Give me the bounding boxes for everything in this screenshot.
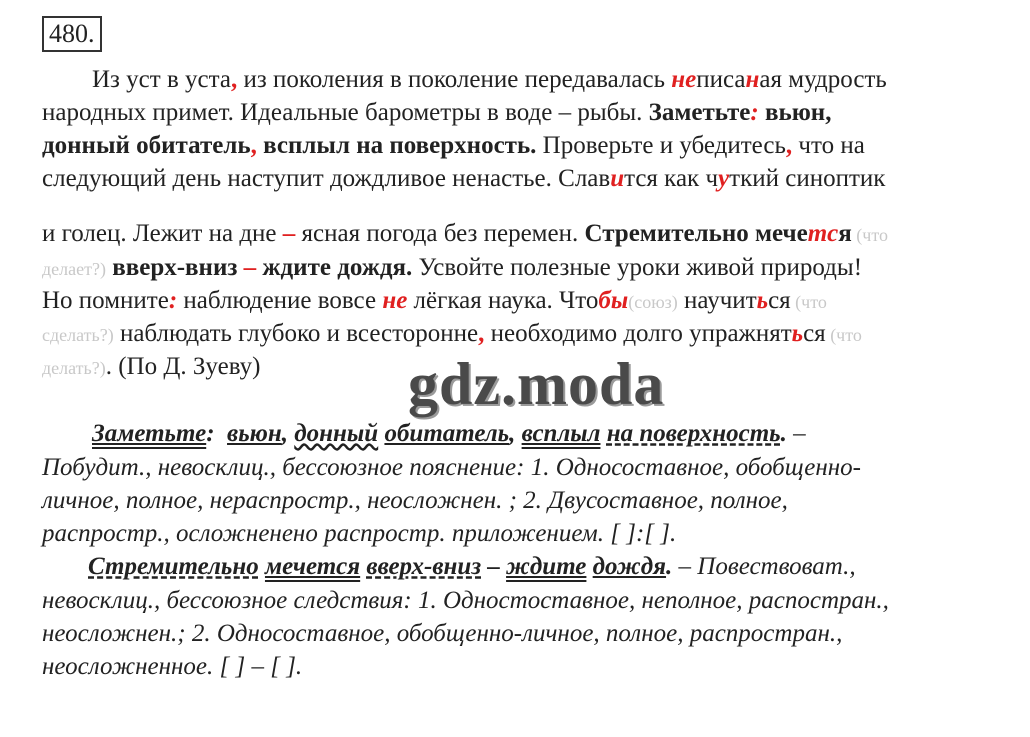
text-line-6: делает?) вверх-вниз – ждите дождя. Усвойте полезные уроки живой природы! (42, 254, 863, 281)
analysis-line-1: Заметьте: вьюн, донный обитатель, всплыл на поверхность. – (92, 420, 806, 447)
analysis-line-8: неосложненное. [ ] – [ ]. (42, 653, 303, 680)
text-line-7: Но помните: наблюдение вовсе не лёгкая наука. Чтобы(союз) научиться (что (42, 287, 827, 314)
text-line-5: и голец. Лежит на дне – ясная погода без перемен. Стремительно мечется (что (42, 220, 888, 247)
analysis-line-7: неосложнен.; 2. Односоставное, обобщенно-личное, полное, распростран., (42, 620, 843, 647)
text-line-2: народных примет. Идеальные барометры в воде – рыбы. Заметьте: вьюн, (42, 99, 832, 126)
exercise-number: 480. (42, 16, 102, 52)
analysis-line-2: Побудит., невосклиц., бессоюзное пояснение: 1. Односоставное, обобщенно- (42, 454, 861, 481)
watermark-logo: gdz.moda (408, 351, 665, 417)
text-line-4: следующий день наступит дождливое ненастье. Славится как чуткий синоптик (42, 165, 886, 192)
text-line-3: донный обитатель, всплыл на поверхность. Проверьте и убедитесь, что на (42, 132, 865, 159)
text-line-8: сделать?) наблюдать глубоко и всесторонне, необходимо долго упражняться (что (42, 320, 862, 347)
text-line-9: делать?). (По Д. Зуеву) (42, 353, 261, 380)
analysis-line-6: невосклиц., бессоюзное следствия: 1. Одностоставное, неполное, распостран., (42, 587, 889, 614)
analysis-line-4: распростр., осложненено распростр. приложением. [ ]:[ ]. (42, 520, 677, 547)
analysis-line-3: личное, полное, нераспростр., неосложнен. ; 2. Двусоставное, полное, (42, 487, 788, 514)
analysis-line-5: Стремительно мечется вверх-вниз – ждите дождя. – Повествоват., (88, 553, 856, 580)
text-line-1: Из уст в уста, из поколения в поколение передавалась неписаная мудрость (92, 66, 887, 93)
